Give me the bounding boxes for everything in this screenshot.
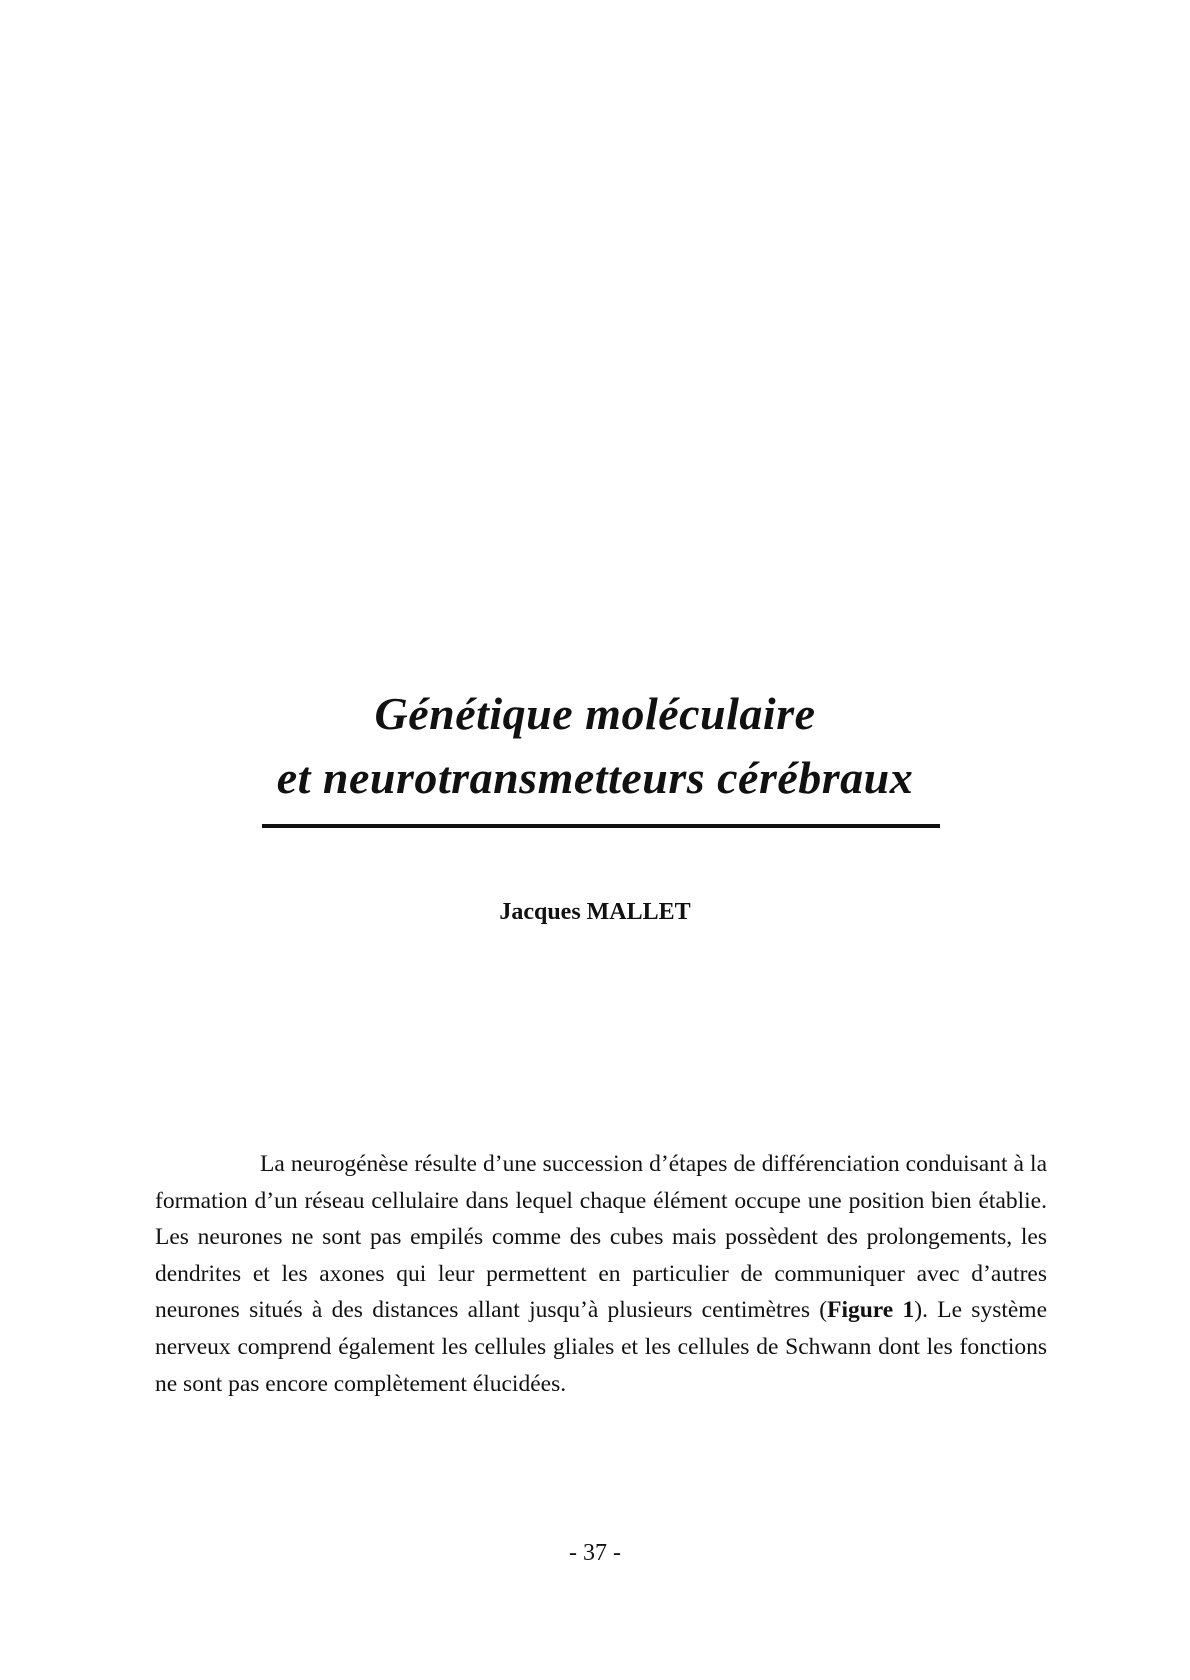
figure-reference: Figure 1	[827, 1297, 915, 1324]
title-line-2: et neurotransmetteurs cérébraux	[276, 752, 914, 803]
author-name: Jacques MALLET	[499, 899, 691, 925]
intro-paragraph	[155, 1146, 1047, 1402]
title-line-1: Génétique moléculaire	[374, 688, 816, 739]
chapter-title	[0, 682, 1190, 810]
title-underline	[262, 824, 940, 828]
paragraph-text-before-ref: La neurogénèse résulte d’une succession d’étapes de différenciation conduisant à la formation d’un réseau cellulaire dans lequel chaque élément occupe une position bien établie. Les neurones ne sont pas empilés comme des cubes mais possèdent des prolongements, les dendrites et les axones qui leur permettent en particulier de communiquer avec d’autres neurones situés à des distances allant jusqu’à plusieurs centimètres (	[155, 1151, 1047, 1324]
page-number: - 37 -	[569, 1540, 621, 1566]
paragraph-text-after-ref: ). Le système nerveux comprend également les cellules gliales et les cellules de Schwann dont les fonctions ne sont pas encore complètement élucidées.	[155, 1297, 1048, 1397]
